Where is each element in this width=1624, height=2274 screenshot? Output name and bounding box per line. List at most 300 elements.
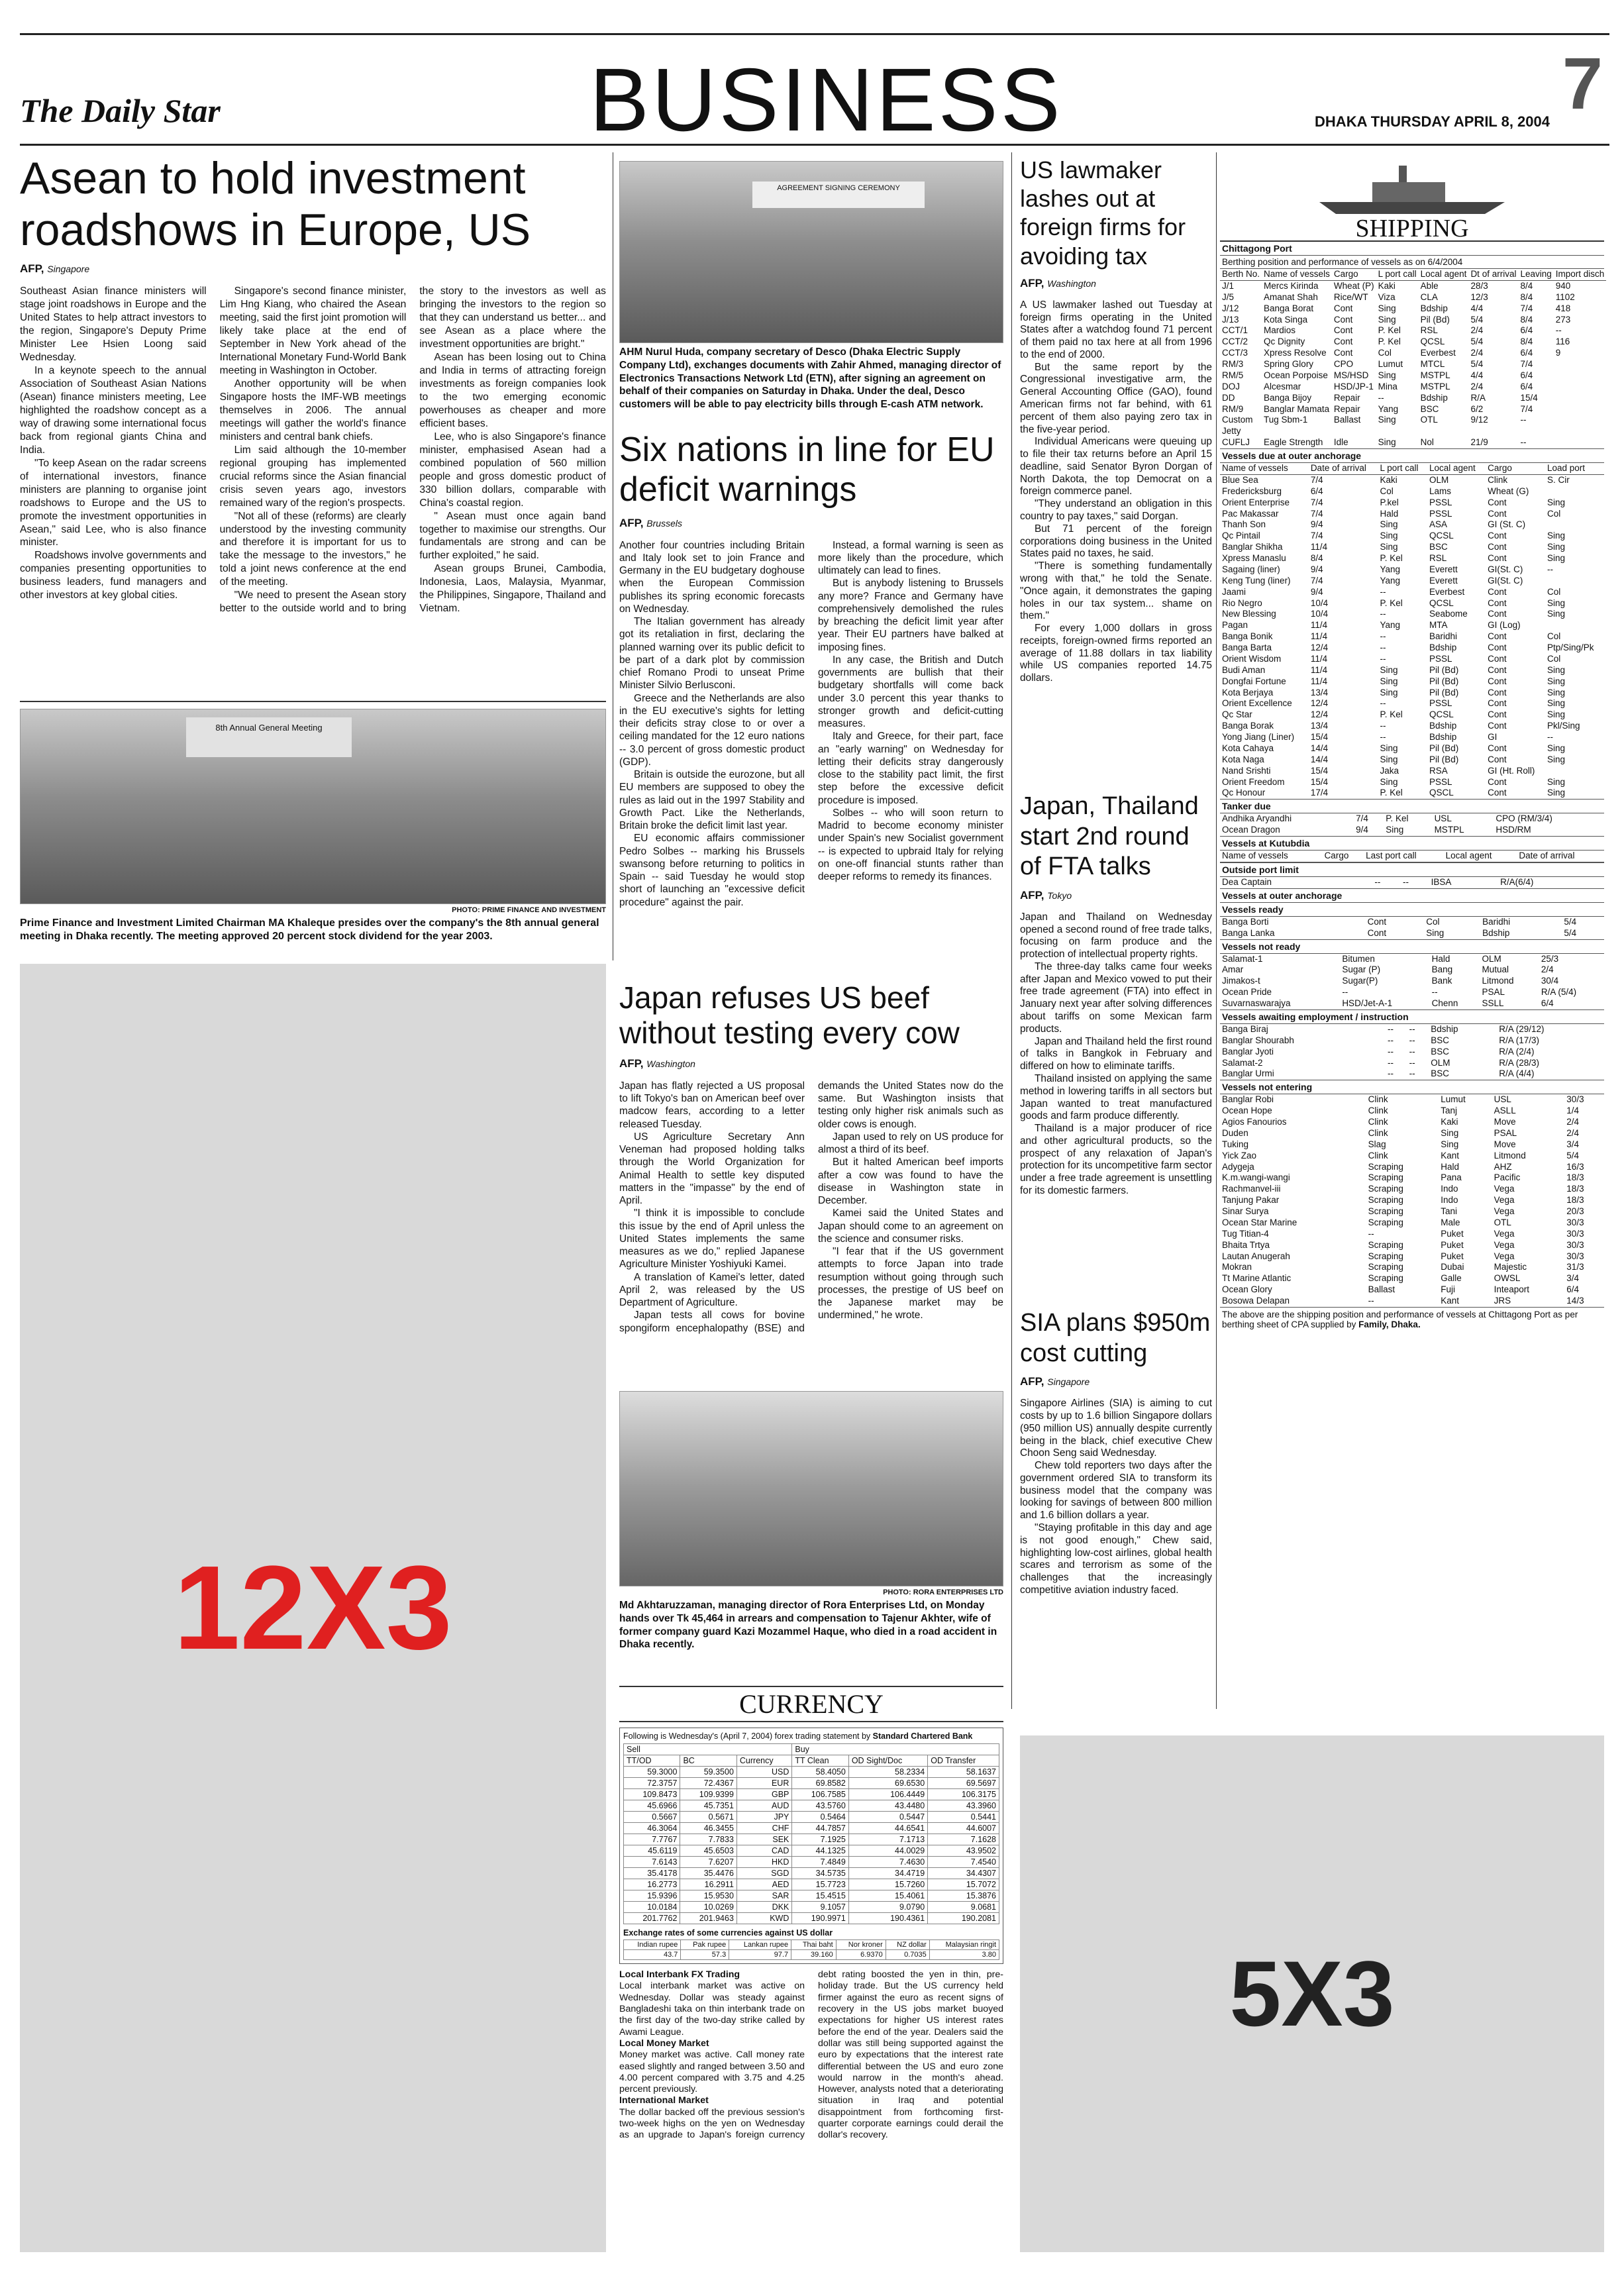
- forex-cell: 201.7762: [624, 1913, 680, 1924]
- table-cell: 10/4: [1310, 609, 1329, 619]
- table-cell: Lumut: [1441, 1094, 1466, 1105]
- table-cell: --: [1380, 653, 1386, 664]
- forex-cell: CHF: [736, 1823, 791, 1834]
- table-cell: Bdship: [1429, 732, 1457, 742]
- table-cell: Yang: [1380, 564, 1401, 574]
- table-cell: Sing: [1547, 698, 1565, 709]
- table-header-cell: Local agent: [1429, 463, 1476, 473]
- desco-photo: [619, 161, 1003, 343]
- forex-cell: 7.1628: [928, 1834, 999, 1845]
- table-row: [1220, 325, 1606, 336]
- table-cell: Inteaport: [1494, 1284, 1529, 1295]
- table-cell: [1545, 576, 1604, 587]
- table-row: [1220, 542, 1604, 553]
- forex-cell: 34.4307: [928, 1868, 999, 1879]
- beef-body: Japan has flatly rejected a US proposal to lift Tokyo's ban on American beef over madcow fears, according to a letter released Tuesday. US Agriculture Secretary Ann Veneman had proposed holding talks through the World Organization for Animal Health to settle key disputed matters in the "impasse" by the end of April. "I think it is impossible to conclude this issue by the end of April unless the United States implements the same measures as we do," replied Japanese Agriculture Minister Yoshiyuki Kamei. A translation of Kamei's letter, dated April 2, was released by the US Department of Agriculture. Japan tests all cows for bovine spongiform encephalopathy (BSE) and demands the United States now do the same. But Washington insists that testing only higher risk animals such as older cows is enough. Japan used to rely on US produce for almost a third of its beef. But it halted American beef imports after a cow was found to have the disease in Washington state in December. Kamei said the United States and Japan should come to an agreement on the science and consumer risks. "I fear that if the US government attempts to force Japan into trade resumption without going through such processes, the prestige of US beef on the Japanese market may be undermined," he wrote.: [619, 1080, 1003, 1334]
- table-header-cell: Local agent: [1420, 269, 1467, 279]
- forex-cell: 190.4361: [848, 1913, 927, 1924]
- table-cell: Col: [1378, 348, 1392, 358]
- prime-finance-photo-block: [20, 709, 606, 944]
- fta-body: Japan and Thailand on Wednesday opened a second round of free trade talks, focusing on farm produce and the protection of intellectual property rights. The three-day talks came four weeks after Japan and Mexico vowed to put their free trade agreement (FTA) into effect in January next year after solving differences about tariffs on some Mexican farm products. Japan and Thailand held the first round of talks in Bangkok in February and differed on how to eliminate tariffs. Thailand insisted on applying the same method in lowering tariffs in all sectors but Japan wanted to treat manufactured goods and farm produce differently. Thailand is a major producer of rice and other agricultural products, so the prospect of any relaxation of Japan's protection for its uncompetitive farm sector under a free trade agreement is unsettling for its domestic farmers.: [1020, 911, 1212, 1196]
- notentering-title: Vessels not entering: [1220, 1080, 1604, 1094]
- uslaw-article: [1020, 156, 1212, 685]
- table-cell: QSCL: [1429, 788, 1454, 798]
- forex-cell: 35.4476: [680, 1868, 736, 1879]
- table-cell: 20/3: [1566, 1206, 1584, 1216]
- table-cell: Repair: [1333, 403, 1360, 414]
- table-cell: --: [1378, 392, 1384, 403]
- table-cell: --: [1388, 1023, 1394, 1034]
- table-cell: 2/4: [1566, 1117, 1580, 1127]
- table-cell: Banglar Shourabh: [1222, 1035, 1294, 1045]
- forex-cell: 58.2334: [848, 1767, 927, 1778]
- sell-label: Sell: [624, 1744, 792, 1755]
- table-cell: PSSL: [1429, 776, 1452, 787]
- table-cell: Qc Star: [1222, 709, 1252, 720]
- table-cell: Tanjung Pakar: [1222, 1195, 1280, 1206]
- table-cell: 16/3: [1566, 1161, 1584, 1172]
- forex-row: [624, 1868, 999, 1879]
- forex-cell: 7.1713: [848, 1834, 927, 1845]
- table-cell: P.kel: [1380, 497, 1399, 507]
- forex-cell: HKD: [736, 1857, 791, 1868]
- table-cell: Pil (Bd): [1420, 314, 1450, 325]
- table-cell: Banga Borak: [1222, 721, 1274, 731]
- table-row: [1220, 1172, 1604, 1184]
- tanker-title: Tanker due: [1220, 799, 1604, 813]
- table-cell: Puket: [1441, 1251, 1464, 1261]
- regional-header-cell: NZ dollar: [886, 1940, 929, 1950]
- table-row: [1220, 426, 1606, 437]
- table-cell: --: [1368, 1228, 1374, 1239]
- table-cell: Ocean Dragon: [1222, 825, 1280, 835]
- forex-cell: 10.0184: [624, 1902, 680, 1913]
- ad-space-12x3[interactable]: 12X3: [20, 964, 606, 2252]
- table-row: [1220, 1206, 1604, 1217]
- table-cell: GI(St. C): [1488, 564, 1523, 574]
- forex-cell: 7.7833: [680, 1834, 736, 1845]
- table-cell: [1554, 426, 1607, 437]
- table-header-row: [1220, 851, 1604, 862]
- forex-cell: 44.0029: [848, 1845, 927, 1857]
- table-header-cell: Cargo: [1333, 269, 1358, 279]
- table-cell: AHZ: [1494, 1161, 1512, 1172]
- table-cell: 2/4: [1541, 964, 1554, 975]
- forex-cell: 44.6541: [848, 1823, 927, 1834]
- forex-cell: 45.7351: [680, 1800, 736, 1812]
- table-cell: New Blessing: [1222, 609, 1276, 619]
- desco-caption: AHM Nurul Huda, company secretary of Desco (Dhaka Electric Supply Company Ltd), exchanges documents with Zahir Ahmed, managing director of Electronics Transactions Network Ltd (ETN), after signing an agreement on behalf of their companies on Saturday in Dhaka. Under the deal, Desco customers will be able to pay electricity bills through E-cash ATM network.: [619, 346, 1001, 411]
- table-cell: --: [1547, 564, 1553, 574]
- table-cell: R/A(6/4): [1500, 876, 1534, 887]
- table-cell: Cont: [1488, 754, 1507, 764]
- forex-cell: 15.4061: [848, 1890, 927, 1902]
- table-cell: 30/3: [1566, 1094, 1584, 1105]
- table-row: [1220, 598, 1604, 609]
- ship-icon: [1220, 156, 1604, 219]
- table-cell: P. Kel: [1378, 325, 1401, 336]
- table-cell: MTCL: [1420, 359, 1445, 369]
- table-cell: Hald: [1431, 953, 1450, 964]
- table-row: [1220, 643, 1604, 654]
- table-cell: 12/4: [1310, 643, 1329, 652]
- table-cell: Xpress Resolve: [1264, 348, 1327, 358]
- table-cell: Indo: [1441, 1184, 1458, 1194]
- table-cell: 12/4: [1310, 698, 1329, 709]
- forex-cell: 7.7767: [624, 1834, 680, 1845]
- table-cell: Idle: [1333, 437, 1348, 448]
- table-cell: 7/4: [1310, 497, 1323, 507]
- table-cell: Clink: [1368, 1117, 1388, 1127]
- table-cell: DD: [1222, 392, 1235, 403]
- table-cell: [1332, 426, 1376, 437]
- table-cell: Scraping: [1368, 1161, 1403, 1172]
- table-cell: 4/4: [1470, 370, 1484, 380]
- ad-space-5x3[interactable]: 5X3: [1020, 1735, 1604, 2252]
- table-cell: Clink: [1368, 1150, 1388, 1161]
- table-cell: Sugar(P): [1342, 976, 1378, 986]
- table-cell: Blue Sea: [1222, 474, 1258, 485]
- regional-value-cell: 6.9370: [836, 1950, 886, 1960]
- currency-section: [619, 1686, 1003, 2142]
- table-cell: Kota Berjaya: [1222, 687, 1274, 698]
- table-row: [1220, 732, 1604, 743]
- table-cell: Everbest: [1429, 586, 1465, 597]
- table-cell: Sing: [1380, 776, 1398, 787]
- table-cell: J/12: [1222, 303, 1239, 313]
- table-cell: Pac Makassar: [1222, 508, 1279, 519]
- table-cell: 9/4: [1310, 586, 1323, 597]
- table-cell: Sugar (P): [1342, 964, 1381, 975]
- table-row: [1220, 1296, 1604, 1307]
- table-cell: RSL: [1429, 553, 1447, 563]
- table-cell: K.m.wangi-wangi: [1222, 1172, 1290, 1183]
- table-row: [1220, 1068, 1604, 1080]
- table-cell: --: [1380, 698, 1386, 709]
- forex-cell: 9.0790: [848, 1902, 927, 1913]
- asean-byline: AFP, Singapore: [20, 262, 90, 276]
- forex-cell: 44.6007: [928, 1823, 999, 1834]
- table-cell: Tanj: [1441, 1106, 1457, 1116]
- table-cell: --: [1409, 1035, 1415, 1045]
- forex-table: [623, 1743, 999, 1924]
- table-row: [1220, 1217, 1604, 1229]
- forex-cell: 15.9530: [680, 1890, 736, 1902]
- rora-photo: [619, 1391, 1003, 1586]
- table-cell: Banglar Shikha: [1222, 542, 1283, 552]
- table-cell: Sing: [1378, 437, 1396, 448]
- forex-cell: 15.7723: [792, 1879, 848, 1890]
- table-cell: 7/4: [1310, 575, 1323, 586]
- table-cell: Litmond: [1494, 1150, 1526, 1161]
- forex-cell: 45.6966: [624, 1800, 680, 1812]
- table-cell: Bdship: [1420, 392, 1448, 403]
- table-cell: Banglar Mamata: [1264, 403, 1330, 414]
- table-row: [1220, 531, 1604, 542]
- table-cell: OTL: [1494, 1217, 1511, 1227]
- table-cell: Banglar Jyoti: [1222, 1046, 1274, 1057]
- table-cell: Kaki: [1380, 474, 1397, 485]
- table-cell: MSTPL: [1420, 381, 1450, 391]
- table-cell: Yang: [1378, 403, 1399, 414]
- table-cell: Cont: [1488, 743, 1507, 753]
- table-cell: R/A (2/4): [1499, 1046, 1535, 1057]
- forex-row: [624, 1823, 999, 1834]
- table-cell: CCT/1: [1222, 325, 1248, 336]
- table-cell: [1554, 393, 1607, 404]
- table-row: [1220, 766, 1604, 777]
- table-cell: J/1: [1222, 280, 1235, 291]
- table-cell: PSAL: [1494, 1127, 1517, 1138]
- table-cell: R/A (5/4): [1541, 987, 1577, 998]
- table-cell: R/A (29/12): [1499, 1023, 1545, 1034]
- table-cell: Move: [1494, 1117, 1516, 1127]
- table-cell: Bosowa Delapan: [1222, 1296, 1290, 1306]
- table-row: [1220, 928, 1604, 939]
- table-cell: [1554, 382, 1607, 393]
- forex-cell: 0.5464: [792, 1812, 848, 1823]
- table-header-cell: Berth No.: [1222, 269, 1260, 279]
- table-cell: Sing: [1547, 788, 1565, 798]
- outer-title: Vessels at outer anchorage: [1220, 888, 1604, 903]
- table-cell: Col: [1547, 508, 1561, 519]
- table-cell: Cont: [1488, 643, 1507, 652]
- table-row: [1220, 336, 1606, 348]
- forex-cell: 69.6530: [848, 1778, 927, 1789]
- regional-header-cell: Malaysian ringit: [929, 1940, 999, 1950]
- table-cell: Scraping: [1368, 1217, 1403, 1227]
- table-cell: Bdship: [1429, 643, 1457, 652]
- table-cell: Suvarnaswarajya: [1222, 998, 1291, 1008]
- agm-banner: 8th Annual General Meeting: [186, 717, 352, 757]
- regional-value-cell: 97.7: [729, 1950, 791, 1960]
- shipping-header: [1220, 156, 1604, 242]
- table-cell: --: [1368, 1296, 1374, 1306]
- table-cell: --: [1520, 437, 1527, 448]
- table-cell: Litmond: [1482, 976, 1514, 986]
- table-cell: Sing: [1380, 676, 1398, 686]
- forex-cell: 201.9463: [680, 1913, 736, 1924]
- forex-cell: 44.7857: [792, 1823, 848, 1834]
- table-row: [1220, 587, 1604, 598]
- forex-cell: 190.9971: [792, 1913, 848, 1924]
- table-cell: HSD/JP-1: [1333, 381, 1374, 391]
- table-cell: Able: [1420, 280, 1439, 291]
- table-cell: 31/3: [1566, 1262, 1584, 1272]
- table-cell: --: [1388, 1057, 1394, 1068]
- table-row: [1220, 917, 1604, 928]
- table-header-cell: Date of arrival: [1519, 851, 1575, 860]
- table-row: [1220, 1262, 1604, 1273]
- table-cell: OWSL: [1494, 1273, 1521, 1284]
- table-cell: Budi Aman: [1222, 664, 1266, 675]
- table-cell: [1545, 486, 1604, 497]
- table-cell: --: [1431, 987, 1438, 998]
- forex-cell: 7.6207: [680, 1857, 736, 1868]
- forex-header-cell: OD Transfer: [928, 1755, 999, 1767]
- forex-cell: 15.3876: [928, 1890, 999, 1902]
- table-cell: QCSL: [1429, 597, 1454, 608]
- forex-cell: 45.6503: [680, 1845, 736, 1857]
- table-cell: Qc Pintail: [1222, 531, 1260, 541]
- table-cell: Custom: [1222, 415, 1253, 425]
- forex-row: [624, 1834, 999, 1845]
- forex-cell: 106.4449: [848, 1789, 927, 1800]
- forex-cell: 72.4367: [680, 1778, 736, 1789]
- table-cell: [1554, 404, 1607, 415]
- table-cell: Rachmanvel-iii: [1222, 1184, 1281, 1194]
- table-cell: JRS: [1494, 1296, 1511, 1306]
- table-cell: P. Kel: [1386, 813, 1409, 824]
- table-cell: Cont: [1488, 542, 1507, 552]
- table-cell: Cont: [1488, 709, 1507, 720]
- table-cell: 10/4: [1310, 597, 1329, 608]
- forex-row: [624, 1812, 999, 1823]
- notready-title: Vessels not ready: [1220, 939, 1604, 954]
- table-cell: OTL: [1420, 415, 1438, 425]
- table-cell: 7/4: [1520, 303, 1533, 313]
- forex-cell: DKK: [736, 1902, 791, 1913]
- regional-header-cell: Thai baht: [791, 1940, 837, 1950]
- table-cell: 11/4: [1310, 676, 1328, 686]
- table-cell: Kota Singa: [1264, 314, 1308, 325]
- table-cell: [1468, 426, 1518, 437]
- beef-byline: AFP, Washington: [619, 1057, 695, 1070]
- table-cell: RM/3: [1222, 359, 1244, 369]
- table-cell: Mutual: [1482, 964, 1509, 975]
- table-cell: Keng Tung (liner): [1222, 575, 1291, 586]
- table-cell: Jimakos-t: [1222, 976, 1260, 986]
- market-note-text: Local interbank market was active on Wednesday. Dollar was steady against Bangladeshi taka on thin interbank trade on the first day of the two-day strike called by Awami League.: [619, 1981, 805, 2038]
- table-row: [1220, 519, 1604, 531]
- awaiting-table: [1220, 1024, 1604, 1080]
- table-cell: Jaami: [1222, 586, 1246, 597]
- table-cell: Thanh Son: [1222, 519, 1266, 530]
- table-cell: Sing: [1441, 1139, 1459, 1149]
- table-cell: Jaka: [1380, 765, 1399, 776]
- table-row: [1220, 1106, 1604, 1117]
- table-header-cell: L port call: [1378, 269, 1417, 279]
- table-cell: Orient Wisdom: [1222, 653, 1282, 664]
- sia-headline: SIA plans $950m cost cutting: [1020, 1309, 1211, 1367]
- table-cell: Vega: [1494, 1195, 1515, 1206]
- table-cell: P. Kel: [1380, 709, 1403, 720]
- currency-title: CURRENCY: [619, 1686, 1003, 1722]
- table-row: [1220, 654, 1604, 665]
- forex-header-cell: TT Clean: [792, 1755, 848, 1767]
- table-cell: Vega: [1494, 1251, 1515, 1261]
- table-cell: Bang: [1431, 964, 1453, 975]
- table-cell: --: [1374, 876, 1381, 887]
- shipping-section: [1220, 156, 1604, 1331]
- table-cell: --: [1388, 1068, 1394, 1079]
- table-cell: Bank: [1431, 976, 1452, 986]
- table-cell: Cont: [1488, 597, 1507, 608]
- table-cell: Galle: [1441, 1273, 1462, 1284]
- table-cell: Vega: [1494, 1239, 1515, 1250]
- forex-row: [624, 1800, 999, 1812]
- forex-cell: GBP: [736, 1789, 791, 1800]
- table-cell: P. Kel: [1380, 553, 1403, 563]
- table-cell: Amar: [1222, 964, 1244, 975]
- table-cell: 11/4: [1310, 664, 1328, 675]
- ready-table: [1220, 917, 1604, 939]
- forex-header-cell: BC: [680, 1755, 736, 1767]
- table-cell: Cont: [1488, 721, 1507, 731]
- table-cell: Bdship: [1420, 303, 1448, 313]
- table-cell: 11/4: [1310, 620, 1328, 631]
- table-cell: Rice/WT: [1333, 291, 1368, 302]
- table-cell: [1262, 426, 1332, 437]
- forex-header-cell: OD Sight/Doc: [848, 1755, 927, 1767]
- table-cell: 9/4: [1310, 519, 1323, 530]
- forex-row: [624, 1913, 999, 1924]
- table-row: [1220, 474, 1604, 486]
- table-cell: Pkl/Sing: [1547, 721, 1580, 731]
- table-row: [1220, 497, 1604, 509]
- table-cell: Scraping: [1368, 1172, 1403, 1183]
- table-cell: 8/4: [1520, 336, 1533, 347]
- table-row: [1220, 348, 1606, 359]
- table-cell: Pil (Bd): [1429, 687, 1459, 698]
- table-cell: --: [1409, 1068, 1415, 1079]
- column-rule: [1011, 152, 1012, 1709]
- table-cell: Cont: [1488, 508, 1507, 519]
- table-header-cell: Load port: [1547, 463, 1586, 473]
- currency-box: [619, 1728, 1003, 1964]
- forex-cell: 0.5667: [624, 1812, 680, 1823]
- table-cell: Sing: [1547, 743, 1565, 753]
- table-cell: Ocean Porpoise: [1264, 370, 1328, 380]
- forex-header-cell: Currency: [736, 1755, 791, 1767]
- table-cell: Cont: [1488, 609, 1507, 619]
- table-cell: 3/4: [1566, 1273, 1580, 1284]
- table-cell: Xpress Manaslu: [1222, 553, 1286, 563]
- table-cell: Banglar Robi: [1222, 1094, 1274, 1105]
- table-cell: BSC: [1429, 542, 1448, 552]
- regional-rates-title: Exchange rates of some currencies against US dollar: [623, 1928, 833, 1938]
- table-cell: Orient Excellence: [1222, 698, 1292, 709]
- table-cell: 6/4: [1566, 1284, 1580, 1295]
- regional-value-cell: 57.3: [681, 1950, 729, 1960]
- table-cell: CCT/3: [1222, 348, 1248, 358]
- table-cell: Rio Negro: [1222, 597, 1262, 608]
- regional-value-cell: 39.160: [791, 1950, 837, 1960]
- table-cell: Sing: [1547, 687, 1565, 698]
- table-row: [1220, 370, 1606, 382]
- table-cell: Banga Biraj: [1222, 1023, 1268, 1034]
- table-cell: Nol: [1420, 437, 1434, 448]
- table-cell: Dongfai Fortune: [1222, 676, 1286, 686]
- table-cell: Ocean Star Marine: [1222, 1217, 1297, 1227]
- eu-article: [619, 431, 1003, 909]
- forex-cell: AUD: [736, 1800, 791, 1812]
- table-cell: Wheat (G): [1488, 486, 1529, 496]
- table-cell: 5/4: [1470, 314, 1484, 325]
- table-cell: Banga Borat: [1264, 303, 1314, 313]
- table-cell: R/A (4/4): [1499, 1068, 1535, 1079]
- forex-cell: 59.3500: [680, 1767, 736, 1778]
- forex-cell: 58.1637: [928, 1767, 999, 1778]
- table-cell: Lautan Anugerah: [1222, 1251, 1290, 1261]
- uslaw-headline: US lawmaker lashes out at foreign firms for avoiding tax: [1020, 156, 1186, 270]
- table-cell: Banga Lanka: [1222, 927, 1275, 938]
- table-cell: Sing: [1547, 542, 1565, 552]
- table-cell: BSC: [1431, 1046, 1450, 1057]
- tanker-table: [1220, 813, 1604, 836]
- table-cell: Salamat-2: [1222, 1057, 1263, 1068]
- ready-title: Vessels ready: [1220, 903, 1604, 917]
